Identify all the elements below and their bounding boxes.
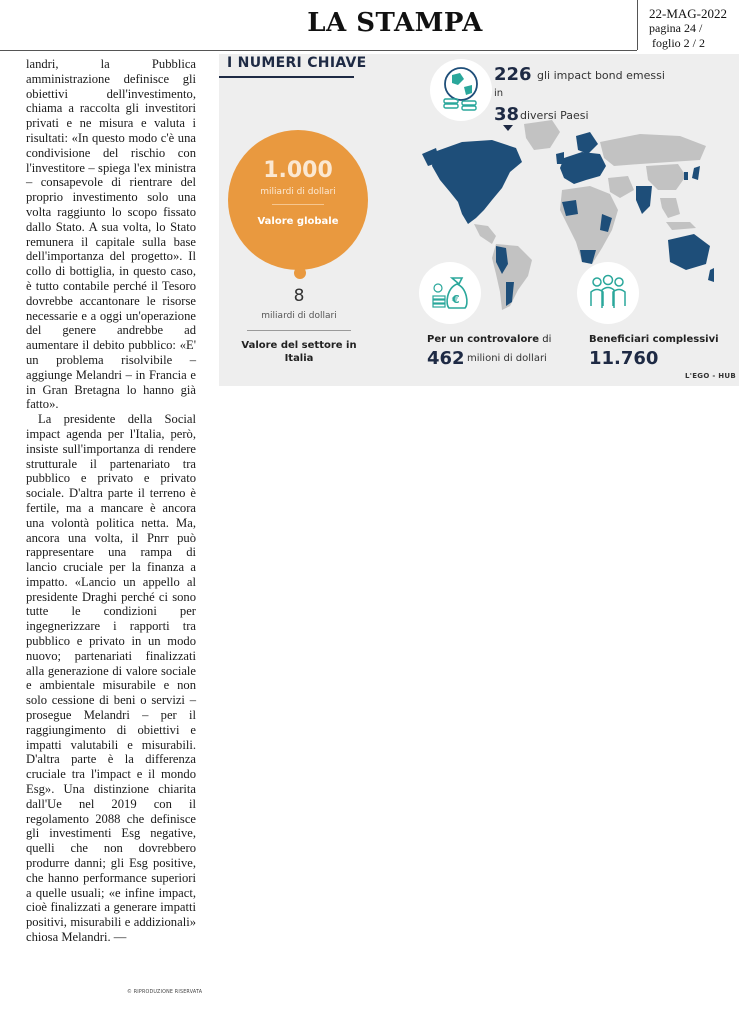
counter-value-label xyxy=(427,334,551,345)
map-china xyxy=(646,164,686,190)
article-paragraph: landri, la Pubblica amministrazione definisce gli obiettivi dell'investimento, chiama a raccolta gli investitori privati e ne misura e valuta i risultati: «In questo modo c'è una condivisione del rischio con l'investitore – spiega l'ex ministra – consapevole di rientrare del proprio investimento solo una volta raggiunto lo scopo fissato dallo Stato. A sua volta, lo Stato remunera il capitale sulla base dell'importanza del progetto». Il collo di bottiglia, in questo caso, è tutto contabile perché il Tesoro dovrebbe accantonare le risorse necessarie e a oggi un'operazione del genere andrebbe ad aumentare il debito pubblico: «E' un problema risolvibile – aggiunge Melandri – in Francia e in Gran Bretagna lo hanno già fatto». xyxy=(26,57,196,412)
global-value-circle xyxy=(228,130,368,270)
page-date: 22-MAG-2022 xyxy=(649,6,727,21)
impact-bonds-text: gli impact bond emessi xyxy=(537,69,665,82)
infographic-title: I NUMERI CHIAVE xyxy=(227,55,367,71)
map-scandinavia xyxy=(576,132,598,154)
italy-value-separator xyxy=(247,330,351,331)
masthead-rule xyxy=(0,50,637,51)
map-korea xyxy=(684,172,688,180)
impact-bonds-in: in xyxy=(494,88,504,99)
key-numbers-infographic xyxy=(219,54,739,386)
global-value-unit: miliardi di dollari xyxy=(260,187,336,197)
map-india xyxy=(636,186,652,214)
italy-value-unit: miliardi di dollari xyxy=(261,311,337,321)
money-bag-icon xyxy=(419,262,481,324)
people-group-icon xyxy=(577,262,639,324)
italy-value-dot xyxy=(294,267,306,279)
svg-text:€: € xyxy=(452,293,460,306)
masthead-divider xyxy=(637,0,638,50)
infographic-credit: L'EGO - HUB xyxy=(685,372,737,380)
copyright-note: © RIPRODUZIONE RISERVATA xyxy=(127,990,203,995)
counter-value-unit: milioni di dollari xyxy=(467,353,547,364)
beneficiaries-label: Beneficiari complessivi xyxy=(589,334,719,345)
map-greenland xyxy=(524,120,560,150)
pointer-triangle xyxy=(503,125,513,131)
globe-coins-icon xyxy=(430,59,492,121)
newspaper-logo: LA STAMPA xyxy=(307,8,483,38)
countries-count: 38 xyxy=(494,104,520,125)
globe-coins-icon-circle xyxy=(430,59,492,121)
counter-value-label-pre: Per un controvalore xyxy=(427,334,540,345)
people-group-icon-circle xyxy=(577,262,639,324)
global-value: 1.000 xyxy=(263,158,333,183)
map-middle-east xyxy=(608,176,634,198)
map-europe xyxy=(560,152,606,184)
countries-text: diversi Paesi xyxy=(520,109,589,122)
article-paragraph: La presidente della Social impact agenda per l'Italia, però, insiste sull'importanza di rendere strutturale il partenariato tra pubblico e privato e privato sociale. D'altra parte il terreno è fertile, ma a mancare è ancora una volontà politica netta. Ma, ancora una volta, il Pnrr può rappresentare una rampa di lancio cruciale per la finanza a impatto. «Lancio un appello al presidente Draghi perché ci sono tutte le condizioni per ingegnerizzare i rapporti tra pubblico e privato in un modo nuovo; partenariati finalizzati alla generazione di valore sociale e ambientale misurabile e non solo cessione di beni o servizi – prosegue Melandri – per il raggiungimento di obiettivi e impatti valutabili e misurabili. D'altra parte è la differenza cruciale tra l'impact e il mondo Esg». Una distinzione chiarita dall'Ue nel 2019 con il regolamento 2088 che definisce gli investimenti Esg negative, quelli che non dovrebbero produrre danni; gli Esg positive, che hanno performance superiori a quelle usuali; «e infine impact, cioè finalizzati a generare impatti positivi, misurabili e addizionali» chiosa Melandri. — xyxy=(26,412,196,945)
italy-value: 8 xyxy=(293,286,305,306)
map-argentina xyxy=(506,282,514,306)
counter-value-label-post: di xyxy=(542,334,552,345)
article-column xyxy=(26,57,196,945)
infographic-title-rule xyxy=(219,76,354,78)
page-number: pagina 24 / xyxy=(649,21,703,35)
map-central-america xyxy=(474,224,496,244)
map-indonesia xyxy=(666,222,696,230)
money-bag-icon-circle xyxy=(419,262,481,324)
page-meta xyxy=(649,6,727,51)
map-australia xyxy=(668,234,710,270)
counter-value: 462 xyxy=(427,348,465,369)
beneficiaries-value: 11.760 xyxy=(589,348,659,369)
map-southeast-asia xyxy=(660,198,680,218)
global-value-label: Valore globale xyxy=(257,216,339,227)
impact-bonds-count: 226 xyxy=(494,64,532,85)
map-japan xyxy=(692,166,700,180)
global-value-separator xyxy=(272,204,324,205)
italy-value-label: Valore del settore in Italia xyxy=(241,340,357,364)
map-north-america xyxy=(432,140,522,224)
map-uk xyxy=(556,152,564,164)
map-russia xyxy=(600,134,706,166)
sheet-number: foglio 2 / 2 xyxy=(652,36,705,50)
map-new-zealand xyxy=(708,268,714,282)
